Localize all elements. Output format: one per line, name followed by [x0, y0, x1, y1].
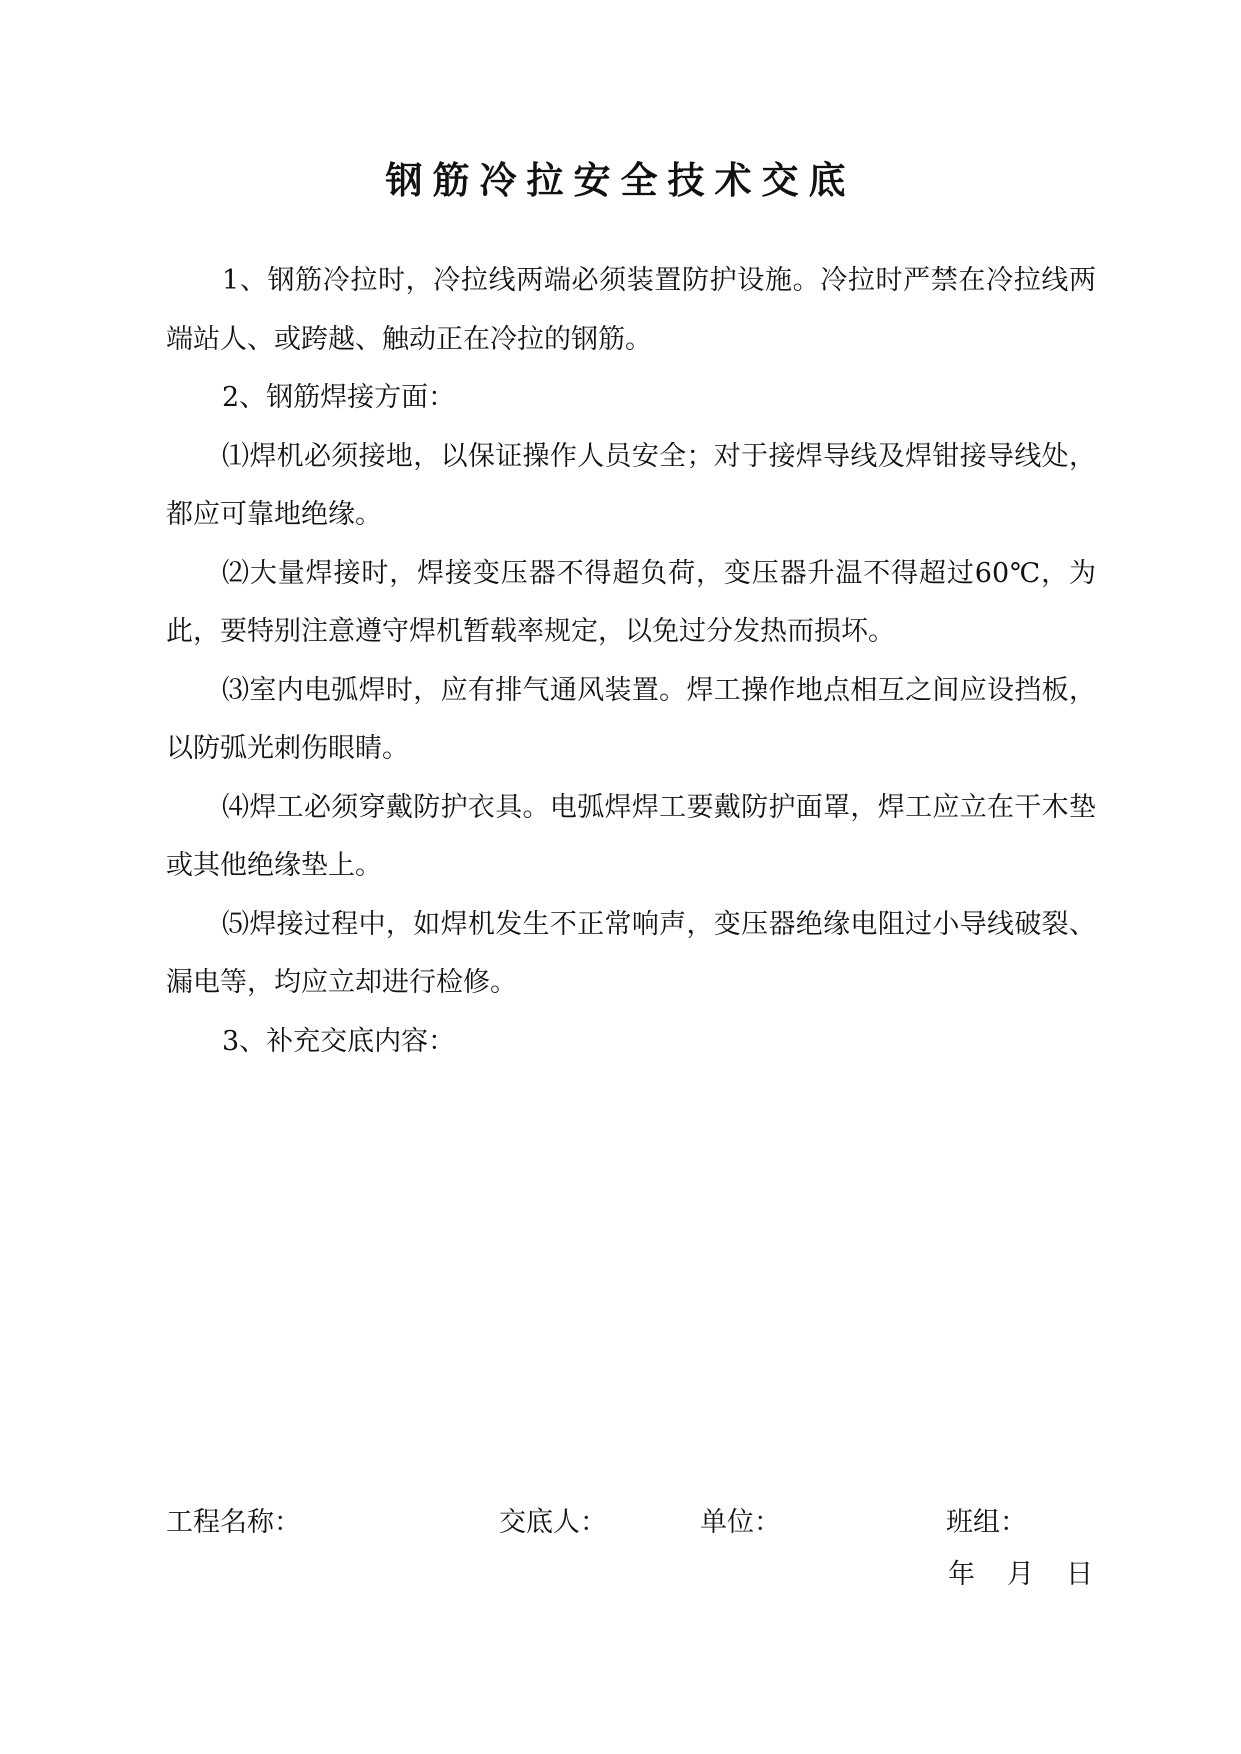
- unit-label: 单位：: [700, 1507, 781, 1538]
- document-title: 钢筋冷拉安全技术交底: [385, 158, 856, 202]
- presenter-label: 交底人：: [499, 1507, 607, 1538]
- paragraph-1: 1、钢筋冷拉时，冷拉线两端必须装置防护设施。冷拉时严禁在冷拉线两端站人、或跨越、触动正在冷拉的钢筋。: [166, 265, 1096, 355]
- day-label: 日: [1066, 1559, 1093, 1590]
- year-label: 年: [948, 1559, 975, 1590]
- project-name-label: 工程名称：: [166, 1507, 301, 1538]
- signature-row: [0, 1500, 1241, 1540]
- paragraph-3: ⑴焊机必须接地，以保证操作人员安全；对于接焊导线及焊钳接导线处，都应可靠地绝缘。: [166, 440, 1096, 530]
- paragraph-2: 2、钢筋焊接方面：: [222, 382, 456, 413]
- team-label: 班组：: [946, 1507, 1027, 1538]
- paragraph-7: ⑸焊接过程中，如焊机发生不正常响声，变压器绝缘电阻过小导线破裂、漏电等，均应立却进行检修。: [166, 908, 1096, 998]
- paragraph-6: ⑷焊工必须穿戴防护衣具。电弧焊焊工要戴防护面罩，焊工应立在干木垫或其他绝缘垫上。: [166, 791, 1096, 881]
- paragraph-8: 3、补充交底内容：: [222, 1025, 456, 1057]
- document-body: [166, 252, 1096, 1071]
- date-row: [0, 1552, 1241, 1592]
- paragraph-5: ⑶室内电弧焊时，应有排气通风装置。焊工操作地点相互之间应设挡板，以防弧光刺伤眼睛。: [166, 674, 1096, 764]
- month-label: 月: [1007, 1559, 1034, 1590]
- paragraph-4: ⑵大量焊接时，焊接变压器不得超负荷，变压器升温不得超过60℃，为此，要特别注意遵守焊机暂载率规定，以免过分发热而损坏。: [166, 557, 1096, 647]
